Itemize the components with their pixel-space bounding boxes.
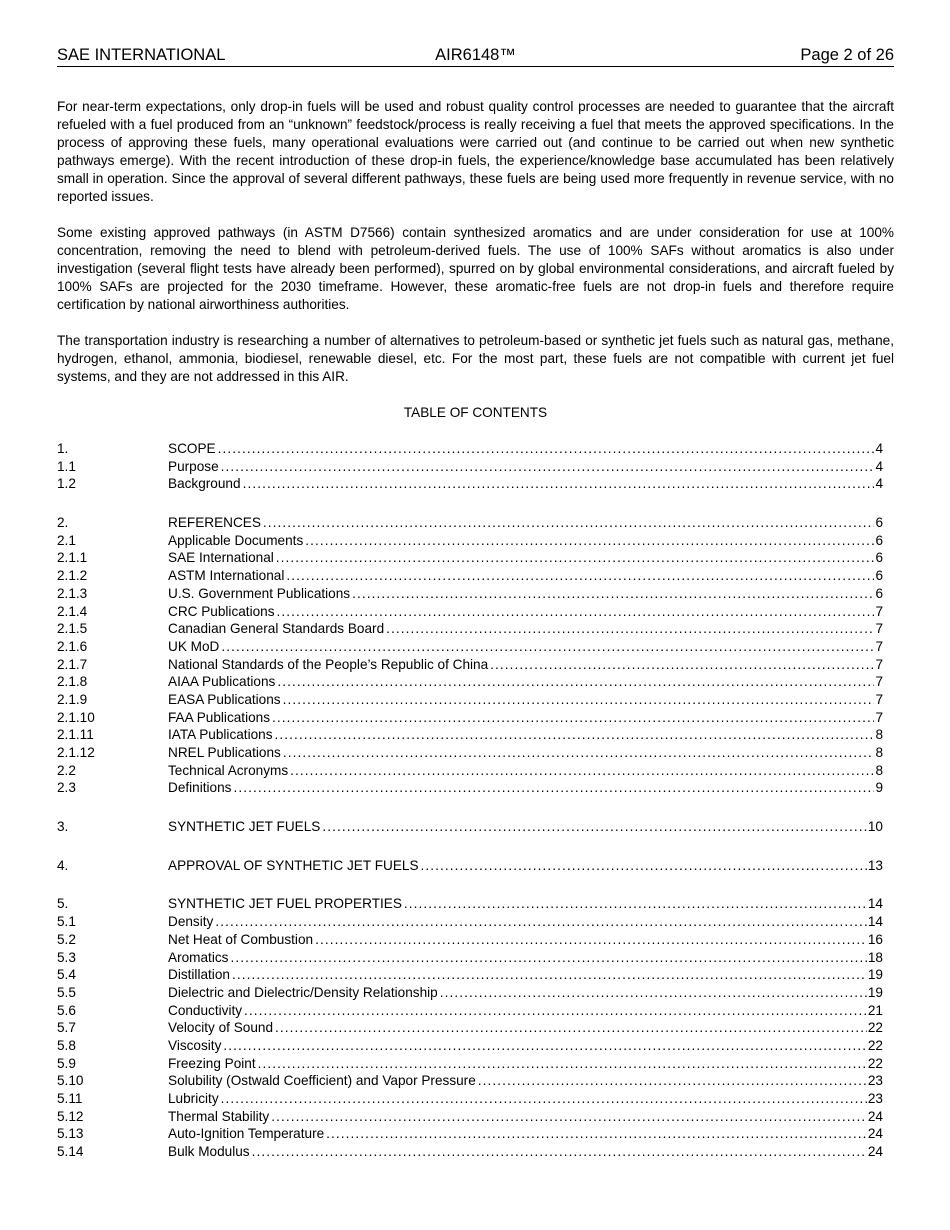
toc-dot-leader <box>490 656 874 674</box>
toc-entry-title: Conductivity <box>168 1002 243 1018</box>
toc-entry-line <box>168 1143 883 1161</box>
toc-entry[interactable] <box>57 585 883 603</box>
toc-dot-leader <box>221 638 874 656</box>
toc-entry-title: Canadian General Standards Board <box>168 621 385 637</box>
toc-entry-line <box>168 726 883 744</box>
toc-entry-line <box>168 1002 883 1020</box>
header-organization: SAE INTERNATIONAL <box>57 46 226 64</box>
toc-entry-title: Auto-Ignition Temperature <box>168 1126 325 1142</box>
toc-dot-leader <box>218 440 875 458</box>
toc-entry-number: 3. <box>57 819 69 835</box>
toc-entry-line <box>168 1037 883 1055</box>
toc-entry-title: Definitions <box>168 780 232 796</box>
toc-entry-page: 7 <box>875 656 883 672</box>
toc-dot-leader <box>263 514 875 532</box>
toc-entry[interactable] <box>57 458 883 476</box>
toc-entry-line <box>168 913 883 931</box>
toc-entry-page: 23 <box>867 1073 883 1089</box>
toc-entry-number: 5.11 <box>57 1091 83 1106</box>
toc-dot-leader <box>223 1037 866 1055</box>
toc-entry-page: 6 <box>875 515 883 531</box>
toc-entry-page: 16 <box>867 931 883 947</box>
toc-dot-leader <box>215 913 867 931</box>
toc-entry-line <box>168 514 883 532</box>
toc-entry-page: 23 <box>867 1091 883 1106</box>
toc-entry-page: 7 <box>875 638 883 654</box>
toc-entry-number: 2.1.1 <box>57 550 88 566</box>
toc-entry-line <box>168 620 883 638</box>
toc-entry-number: 2.2 <box>57 762 76 778</box>
toc-entry-line <box>168 458 883 476</box>
toc-dot-leader <box>252 1143 867 1161</box>
toc-entry-number: 2.1.8 <box>57 674 88 690</box>
toc-entry-title: Lubricity <box>168 1091 219 1106</box>
toc-entry[interactable] <box>57 1072 883 1090</box>
toc-entry-line <box>168 709 883 727</box>
toc-entry-page: 22 <box>867 1055 883 1071</box>
toc-entry-title: SYNTHETIC JET FUEL PROPERTIES <box>168 896 402 912</box>
toc-dot-leader <box>315 931 867 949</box>
toc-entry-title: REFERENCES <box>168 515 261 531</box>
toc-entry[interactable] <box>57 857 883 875</box>
toc-entry-number: 5.13 <box>57 1126 84 1142</box>
toc-dot-leader <box>221 458 875 476</box>
toc-dot-leader <box>386 620 874 638</box>
body-paragraph: The transportation industry is researching a number of alternatives to petroleum-based or synthetic jet fuels such as natural gas, methane, hydrogen, ethanol, ammonia, biodiesel, renewable diesel, etc. For the most part, these fuels are not compatible with current jet fuel systems, and they are not addressed in this AIR. <box>57 333 894 384</box>
toc-entry[interactable] <box>57 1037 883 1055</box>
toc-entry-line <box>168 638 883 656</box>
toc-entry-number: 5.12 <box>57 1108 84 1124</box>
toc-entry-page: 22 <box>867 1020 883 1036</box>
toc-entry-number: 2. <box>57 515 69 531</box>
toc-entry-number: 5.5 <box>57 984 76 1000</box>
toc-dot-leader <box>440 984 867 1002</box>
toc-entry[interactable] <box>57 726 883 744</box>
toc-entry-page: 4 <box>875 458 883 474</box>
header-document-id: AIR6148™ <box>435 46 516 64</box>
toc-entry-line <box>168 585 883 603</box>
toc-entry-number: 1. <box>57 441 69 456</box>
toc-entry-page: 24 <box>867 1144 883 1160</box>
toc-entry-number: 2.1.5 <box>57 621 88 637</box>
toc-dot-leader <box>275 726 875 744</box>
toc-entry-title: SAE International <box>168 550 274 566</box>
toc-entry-page: 24 <box>867 1126 883 1142</box>
toc-entry-title: Applicable Documents <box>168 532 304 548</box>
toc-entry[interactable] <box>57 1019 883 1037</box>
toc-entry-page: 8 <box>875 762 883 778</box>
toc-entry-page: 7 <box>875 621 883 637</box>
toc-entry-page: 13 <box>867 857 883 873</box>
toc-dot-leader <box>258 1055 867 1073</box>
toc-entry-number: 2.1.10 <box>57 709 95 725</box>
toc-entry[interactable] <box>57 475 883 493</box>
toc-dot-leader <box>326 1125 867 1143</box>
toc-entry-number: 2.1 <box>57 532 76 548</box>
toc-entry-title: ASTM International <box>168 568 285 584</box>
toc-entry-line <box>168 1019 883 1037</box>
toc-entry-page: 9 <box>875 780 883 796</box>
toc-dot-leader <box>232 966 867 984</box>
toc-entry-title: National Standards of the People’s Republic of China <box>168 656 489 672</box>
toc-section-group <box>57 440 883 493</box>
toc-dot-leader <box>352 585 874 603</box>
toc-entry-title: AIAA Publications <box>168 674 276 690</box>
toc-dot-leader <box>322 818 867 836</box>
toc-entry-line <box>168 949 883 967</box>
toc-section-group <box>57 514 883 797</box>
toc-entry-number: 2.1.4 <box>57 603 88 619</box>
toc-entry-page: 4 <box>875 476 883 492</box>
toc-entry-number: 2.1.12 <box>57 745 95 760</box>
toc-entry[interactable] <box>57 567 883 585</box>
toc-entry[interactable] <box>57 1108 883 1126</box>
toc-entry-title: Distillation <box>168 967 230 983</box>
table-of-contents <box>57 440 883 1182</box>
toc-entry[interactable] <box>57 949 883 967</box>
toc-entry-title: IATA Publications <box>168 727 273 743</box>
toc-entry[interactable] <box>57 966 883 984</box>
toc-entry[interactable] <box>57 620 883 638</box>
toc-entry-line <box>168 603 883 621</box>
toc-entry-page: 10 <box>867 819 883 835</box>
toc-entry-page: 6 <box>875 585 883 601</box>
toc-dot-leader <box>276 549 875 567</box>
toc-entry-number: 2.1.9 <box>57 691 88 707</box>
toc-entry-page: 7 <box>875 603 883 619</box>
toc-entry-number: 5.1 <box>57 914 76 930</box>
toc-dot-leader <box>277 673 874 691</box>
toc-dot-leader <box>275 1019 867 1037</box>
toc-entry-number: 2.3 <box>57 780 76 796</box>
toc-dot-leader <box>283 691 875 709</box>
toc-entry-title: Dielectric and Dielectric/Density Relationship <box>168 984 438 1000</box>
toc-entry-number: 5.3 <box>57 949 76 965</box>
toc-entry-number: 2.1.11 <box>57 727 94 743</box>
toc-entry-title: Freezing Point <box>168 1055 256 1071</box>
toc-entry-page: 19 <box>867 984 883 1000</box>
toc-entry-number: 5.14 <box>57 1144 84 1160</box>
toc-dot-leader <box>290 762 874 780</box>
toc-entry-line <box>168 691 883 709</box>
header-page-label: Page 2 of 26 <box>800 46 894 64</box>
toc-entry-page: 4 <box>875 441 883 456</box>
toc-entry[interactable] <box>57 895 883 913</box>
toc-entry-title: Background <box>168 476 241 492</box>
toc-entry[interactable] <box>57 1125 883 1143</box>
toc-entry[interactable] <box>57 673 883 691</box>
toc-entry-number: 5.10 <box>57 1073 84 1089</box>
toc-entry-title: Viscosity <box>168 1037 222 1053</box>
toc-entry-page: 22 <box>867 1037 883 1053</box>
toc-entry-title: Solubility (Ostwald Coefficient) and Vapor Pressure <box>168 1073 476 1089</box>
toc-entry-number: 5.4 <box>57 967 76 983</box>
toc-entry-number: 2.1.6 <box>57 638 88 654</box>
toc-entry[interactable] <box>57 984 883 1002</box>
toc-entry-title: SCOPE <box>168 441 216 456</box>
toc-entry-number: 1.1 <box>57 458 76 474</box>
toc-entry-line <box>168 549 883 567</box>
toc-entry-page: 18 <box>867 949 883 965</box>
toc-entry[interactable] <box>57 1143 883 1161</box>
toc-entry-title: UK MoD <box>168 638 220 654</box>
toc-entry-line <box>168 1125 883 1143</box>
toc-entry-line <box>168 475 883 493</box>
toc-entry-title: Technical Acronyms <box>168 762 289 778</box>
toc-entry-number: 2.1.7 <box>57 656 88 672</box>
toc-entry-title: Bulk Modulus <box>168 1144 250 1160</box>
toc-dot-leader <box>233 779 874 797</box>
toc-entry-title: SYNTHETIC JET FUELS <box>168 819 321 835</box>
toc-entry-page: 8 <box>875 727 883 743</box>
toc-entry-page: 14 <box>867 914 883 930</box>
toc-entry[interactable] <box>57 514 883 532</box>
toc-dot-leader <box>283 744 875 762</box>
toc-entry-title: Net Heat of Combustion <box>168 931 314 947</box>
toc-entry-title: U.S. Government Publications <box>168 585 351 601</box>
toc-entry-title: EASA Publications <box>168 691 281 707</box>
toc-entry-line <box>168 1072 883 1090</box>
toc-entry[interactable] <box>57 1090 883 1108</box>
toc-entry-line <box>168 779 883 797</box>
toc-entry-number: 1.2 <box>57 476 76 492</box>
toc-entry[interactable] <box>57 440 883 458</box>
toc-entry-page: 8 <box>875 745 883 760</box>
toc-entry-title: Density <box>168 914 214 930</box>
toc-entry-page: 21 <box>867 1002 883 1018</box>
toc-entry[interactable] <box>57 818 883 836</box>
toc-entry-title: Aromatics <box>168 949 229 965</box>
toc-entry-number: 5.6 <box>57 1002 76 1018</box>
toc-entry-line <box>168 857 883 875</box>
toc-entry[interactable] <box>57 1055 883 1073</box>
toc-entry-page: 19 <box>867 967 883 983</box>
toc-entry-line <box>168 1090 883 1108</box>
toc-dot-leader <box>421 857 867 875</box>
toc-entry[interactable] <box>57 1002 883 1020</box>
toc-entry-line <box>168 818 883 836</box>
toc-entry[interactable] <box>57 762 883 780</box>
toc-entry-title: CRC Publications <box>168 603 275 619</box>
toc-entry[interactable] <box>57 931 883 949</box>
toc-entry-title: Purpose <box>168 458 219 474</box>
toc-entry-number: 5.7 <box>57 1020 76 1036</box>
toc-entry-page: 6 <box>875 532 883 548</box>
toc-entry-page: 7 <box>875 709 883 725</box>
body-paragraph: For near-term expectations, only drop-in fuels will be used and robust quality control processes are needed to guarantee that the aircraft refueled with a fuel produced from an “unknown” feedstock/process is really receiving a fuel that meets the approved specifications. In the process of approving these fuels, many operational evaluations were carried out (and continue to be carried out when new synthetic pathways emerge). With the recent introduction of these drop-in fuels, the experience/knowledge base accumulated has been relatively small in operation. Since the approval of several different pathways, these fuels are being used more frequently in revenue service, with no reported issues. <box>57 99 894 204</box>
toc-entry-line <box>168 762 883 780</box>
toc-entry-number: 5.2 <box>57 931 76 947</box>
toc-entry[interactable] <box>57 744 883 762</box>
toc-entry[interactable] <box>57 779 883 797</box>
toc-section-group <box>57 857 883 875</box>
toc-dot-leader <box>243 475 875 493</box>
body-paragraph: Some existing approved pathways (in ASTM D7566) contain synthesized aromatics and are under consideration for use at 100% concentration, removing the need to blend with petroleum-derived fuels. The use of 100% SAFs without aromatics is also under investigation (several flight tests have already been performed), spurred on by global environmental considerations, and aircraft fueled by 100% SAFs are projected for the 2030 timeframe. However, these aromatic-free fuels are not drop-in fuels and therefore require certification by national airworthiness authorities. <box>57 225 894 312</box>
toc-dot-leader <box>221 1090 867 1108</box>
page-header <box>57 44 894 67</box>
toc-entry-number: 5.9 <box>57 1055 76 1071</box>
toc-entry-number: 5. <box>57 896 69 912</box>
toc-entry-line <box>168 744 883 762</box>
toc-entry-page: 6 <box>875 568 883 584</box>
toc-entry-line <box>168 567 883 585</box>
toc-entry-page: 7 <box>875 674 883 690</box>
toc-entry-line <box>168 440 883 458</box>
toc-dot-leader <box>230 949 866 967</box>
toc-entry-title: APPROVAL OF SYNTHETIC JET FUELS <box>168 857 419 873</box>
toc-entry-line <box>168 931 883 949</box>
toc-entry-page: 24 <box>867 1108 883 1124</box>
toc-dot-leader <box>277 603 875 621</box>
toc-entry[interactable] <box>57 709 883 727</box>
toc-entry-title: FAA Publications <box>168 709 271 725</box>
toc-entry[interactable] <box>57 913 883 931</box>
toc-entry-page: 6 <box>875 550 883 566</box>
toc-entry-number: 4. <box>57 857 69 873</box>
toc-entry[interactable] <box>57 603 883 621</box>
toc-entry[interactable] <box>57 691 883 709</box>
toc-entry[interactable] <box>57 638 883 656</box>
toc-entry-title: Thermal Stability <box>168 1108 270 1124</box>
toc-entry-page: 7 <box>875 691 883 707</box>
toc-entry-line <box>168 532 883 550</box>
toc-dot-leader <box>244 1002 867 1020</box>
toc-dot-leader <box>305 532 874 550</box>
toc-entry-line <box>168 895 883 913</box>
toc-entry-number: 2.1.2 <box>57 568 88 584</box>
toc-dot-leader <box>286 567 874 585</box>
toc-entry[interactable] <box>57 532 883 550</box>
toc-dot-leader <box>478 1072 867 1090</box>
toc-section-group <box>57 895 883 1160</box>
toc-entry-number: 5.8 <box>57 1037 76 1053</box>
toc-entry-line <box>168 984 883 1002</box>
toc-title: TABLE OF CONTENTS <box>403 405 548 420</box>
toc-dot-leader <box>404 895 867 913</box>
toc-entry-page: 14 <box>867 896 883 912</box>
toc-entry-title: NREL Publications <box>168 745 281 760</box>
toc-entry[interactable] <box>57 549 883 567</box>
toc-entry-number: 2.1.3 <box>57 585 88 601</box>
toc-dot-leader <box>271 1108 867 1126</box>
toc-entry-line <box>168 1108 883 1126</box>
toc-entry-line <box>168 966 883 984</box>
toc-entry-line <box>168 1055 883 1073</box>
toc-dot-leader <box>272 709 874 727</box>
toc-entry-title: Velocity of Sound <box>168 1020 274 1036</box>
toc-entry-line <box>168 673 883 691</box>
toc-section-group <box>57 818 883 836</box>
toc-entry-line <box>168 656 883 674</box>
toc-entry[interactable] <box>57 656 883 674</box>
